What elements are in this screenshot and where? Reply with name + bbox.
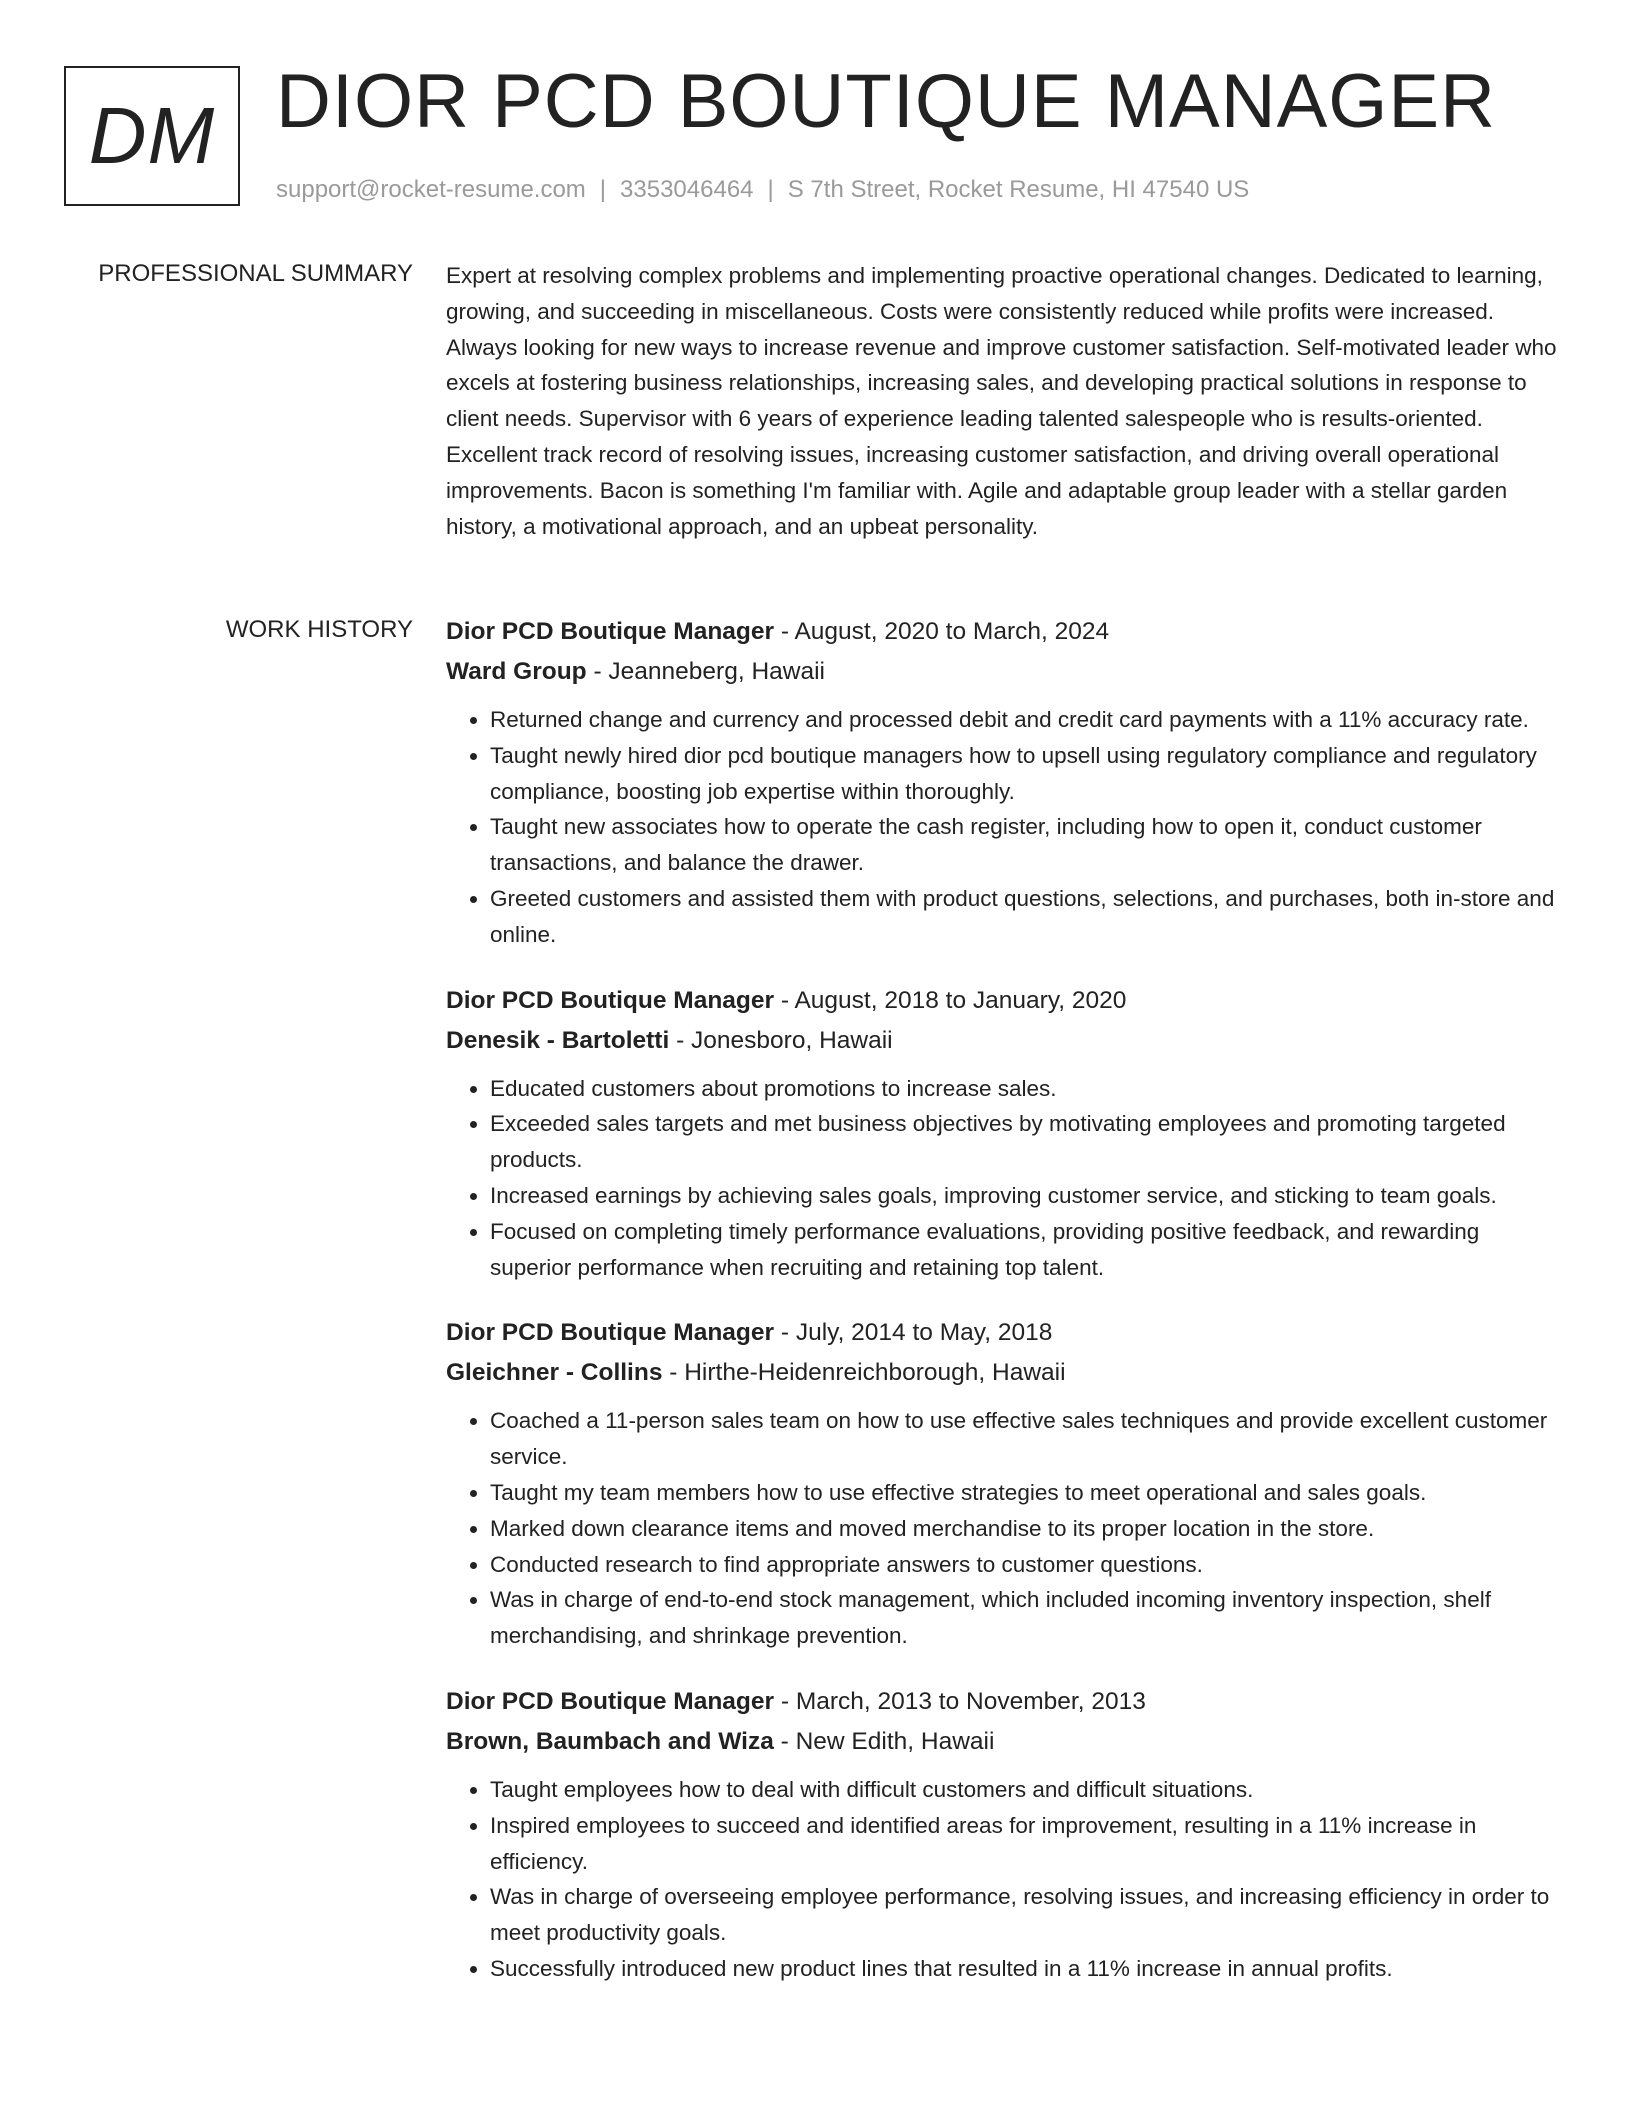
job-title-line bbox=[446, 1313, 1566, 1353]
job-title: Dior PCD Boutique Manager bbox=[446, 618, 775, 645]
job-bullet: • Increased earnings by achieving sales goals, improving customer service, and sticking to team goals. bbox=[490, 1178, 1566, 1214]
job-bullet: • Taught employees how to deal with difficult customers and difficult situations. bbox=[490, 1772, 1566, 1808]
job-title: Dior PCD Boutique Manager bbox=[446, 1319, 775, 1347]
job-bullet: • Focused on completing timely performance evaluations, providing positive feedback, and rewarding superior performance when recruiting and retaining top talent. bbox=[490, 1214, 1566, 1286]
work-history-body bbox=[446, 612, 1566, 2015]
job-title: Dior PCD Boutique Manager bbox=[446, 1687, 775, 1715]
summary-text: Expert at resolving complex problems and implementing proactive operational changes. Dedicated to learning, growing, and succeeding in miscellaneous. Costs were consistently reduced while profits were increased. Always looking for new ways to increase revenue and improve customer satisfaction. Self-motivated leader who excels at fostering business relationships, increasing sales, and developing practical solutions in response to client needs. Supervisor with 6 years of experience leading talented salespeople who is results-oriented. Excellent track record of resolving issues, increasing customer satisfaction, and driving overall operational improvements. Bacon is something I'm familiar with. Agile and adaptable group leader with a stellar garden history, a motivational approach, and an upbeat personality. bbox=[446, 263, 1557, 539]
contact-phone: 3353046464 bbox=[620, 176, 754, 203]
contact-email: support@rocket-resume.com bbox=[276, 176, 586, 203]
job-bullet: • Greeted customers and assisted them with product questions, selections, and purchases, both in-store and online. bbox=[490, 881, 1566, 953]
job-bullets bbox=[446, 1071, 1566, 1286]
job-bullet: • Taught new associates how to operate the cash register, including how to open it, conduct customer transactions, and balance the drawer. bbox=[490, 809, 1566, 881]
job-bullet: • Successfully introduced new product lines that resulted in a 11% increase in annual profits. bbox=[490, 1951, 1566, 1987]
contact-separator: | bbox=[599, 176, 607, 203]
job-title-line bbox=[446, 612, 1566, 652]
summary-label: PROFESSIONAL SUMMARY bbox=[98, 260, 413, 287]
job-bullet: • Coached a 11-person sales team on how to use effective sales techniques and provide excellent customer service. bbox=[490, 1403, 1566, 1475]
contact-separator: | bbox=[767, 176, 774, 203]
job-company: Ward Group bbox=[446, 658, 587, 685]
resume-title: DIOR PCD BOUTIQUE MANAGER bbox=[276, 59, 1496, 144]
job-location: - Jeanneberg, Hawaii bbox=[586, 658, 825, 685]
job-title-line bbox=[446, 981, 1566, 1021]
job-bullet: • Was in charge of overseeing employee performance, resolving issues, and increasing efficiency in order to meet productivity goals. bbox=[490, 1879, 1566, 1951]
job-bullet: • Was in charge of end-to-end stock management, which included incoming inventory inspection, shelf merchandising, and shrinkage prevention. bbox=[490, 1582, 1566, 1654]
job-bullets bbox=[446, 1772, 1566, 1987]
job-dates: - July, 2014 to May, 2018 bbox=[774, 1319, 1053, 1347]
job-bullets bbox=[446, 1403, 1566, 1654]
job-bullet: • Returned change and currency and processed debit and credit card payments with a 11% accuracy rate. bbox=[490, 702, 1566, 738]
job-dates: - August, 2018 to January, 2020 bbox=[774, 986, 1127, 1014]
job-entry bbox=[446, 1313, 1566, 1654]
contact-line bbox=[276, 176, 1249, 204]
monogram-logo bbox=[64, 66, 240, 206]
job-location: - Hirthe-Heidenreichborough, Hawaii bbox=[662, 1359, 1066, 1387]
job-bullets bbox=[446, 702, 1566, 953]
job-bullet: • Exceeded sales targets and met business objectives by motivating employees and promoting targeted products. bbox=[490, 1106, 1566, 1178]
contact-address: S 7th Street, Rocket Resume, HI 47540 US bbox=[787, 176, 1250, 203]
summary-body bbox=[446, 258, 1566, 544]
job-entry bbox=[446, 1682, 1566, 1987]
job-company-line bbox=[446, 1722, 1566, 1762]
job-dates: - March, 2013 to November, 2013 bbox=[774, 1687, 1146, 1715]
job-title: Dior PCD Boutique Manager bbox=[446, 986, 775, 1014]
job-company-line bbox=[446, 1021, 1566, 1061]
job-company-line bbox=[446, 652, 1566, 692]
job-entry bbox=[446, 612, 1566, 953]
job-location: - Jonesboro, Hawaii bbox=[669, 1026, 893, 1054]
job-title-line bbox=[446, 1682, 1566, 1722]
job-bullet: • Taught newly hired dior pcd boutique managers how to upsell using regulatory compliance and regulatory compliance, boosting job expertise within thoroughly. bbox=[490, 738, 1566, 810]
monogram-text: DM bbox=[88, 91, 216, 180]
job-dates: - August, 2020 to March, 2024 bbox=[774, 618, 1110, 645]
job-entry bbox=[446, 981, 1566, 1286]
job-company: Brown, Baumbach and Wiza bbox=[446, 1727, 774, 1755]
job-company-line bbox=[446, 1353, 1566, 1393]
job-company: Gleichner - Collins bbox=[446, 1359, 663, 1387]
work-history-label: WORK HISTORY bbox=[225, 616, 413, 643]
job-bullet: • Inspired employees to succeed and identified areas for improvement, resulting in a 11% increase in efficiency. bbox=[490, 1808, 1566, 1880]
job-location: - New Edith, Hawaii bbox=[773, 1727, 995, 1755]
job-bullet: • Taught my team members how to use effective strategies to meet operational and sales goals. bbox=[490, 1475, 1566, 1511]
job-bullet: • Educated customers about promotions to increase sales. bbox=[490, 1071, 1566, 1107]
job-bullet: • Marked down clearance items and moved merchandise to its proper location in the store. bbox=[490, 1511, 1566, 1547]
job-company: Denesik - Bartoletti bbox=[446, 1026, 670, 1054]
job-bullet: • Conducted research to find appropriate answers to customer questions. bbox=[490, 1547, 1566, 1583]
